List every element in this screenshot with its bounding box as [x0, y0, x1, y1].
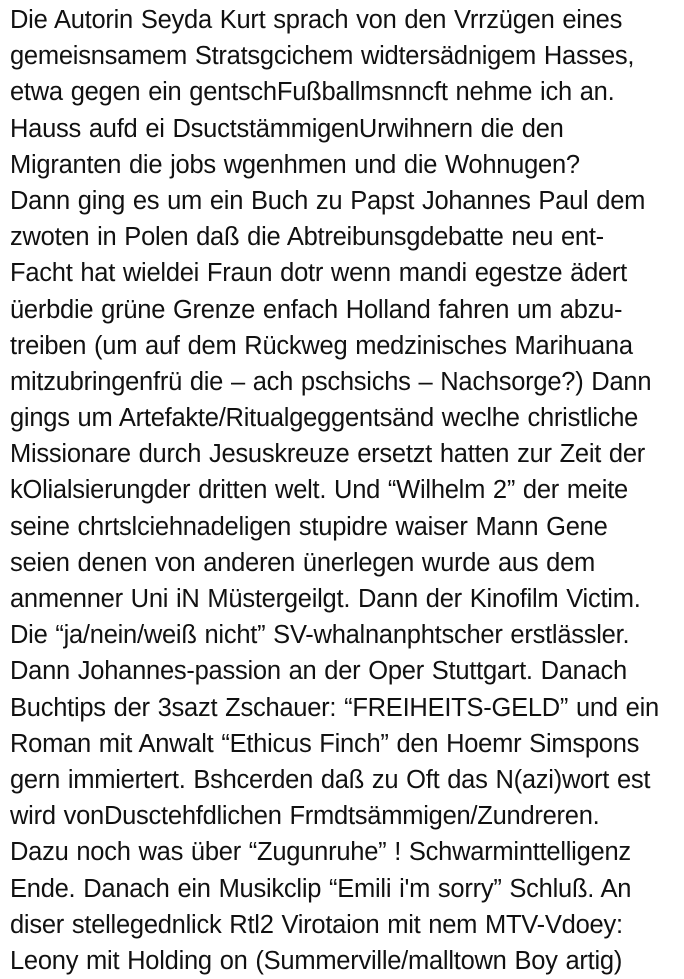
text-line: etwa gegen ein gentschFußballmsnncft nehme ich an.: [10, 78, 615, 107]
text-line: zwoten in Polen daß die Abtreibunsgdebatte neu ent-: [10, 223, 604, 252]
text-line: diser stellegednlick Rtl2 Virotaion mit nem MTV-Vdoey:: [10, 910, 623, 939]
text-line: üerbdie grüne Grenze enfach Holland fahren um abzu-: [10, 295, 623, 324]
text-line: Hauss aufd ei DsuctstämmigenUrwihnern die den: [10, 114, 564, 143]
text-line: Dann ging es um ein Buch zu Papst Johannes Paul dem: [10, 186, 646, 215]
text-line: anmenner Uni iN Müstergeilgt. Dann der Kinofilm Victim.: [10, 585, 641, 613]
body-text: [10, 2, 684, 979]
text-line: Buchtips der 3sazt Zschauer: “FREIHEITS-GELD” und ein: [10, 693, 659, 722]
text-line: Dann Johannes-passion an der Oper Stuttgart. Danach: [10, 657, 627, 686]
text-line: Ende. Danach ein Musikclip “Emili i'm sorry” Schluß. An: [10, 874, 632, 903]
text-line: mitzubringenfrü die – ach pschsichs – Nachsorge?) Dann: [10, 367, 652, 396]
text-line: seien denen von anderen ünerlegen wurde aus dem: [10, 548, 596, 577]
text-line: gings um Artefakte/Ritualgeggentsänd weclhe christliche: [10, 404, 639, 433]
text-line: seine chrtslciehnadeligen stupidre waiser Mann Gene: [10, 512, 608, 541]
text-line: Facht hat wieldei Fraun dotr wenn mandi egestze ädert: [10, 259, 628, 288]
text-line: gern immiertert. Bshcerden daß zu Oft das N(azi)wort est: [10, 765, 651, 794]
text-line: Missionare durch Jesuskreuze ersetzt hatten zur Zeit der: [10, 440, 646, 469]
text-line: gemeisnsamem Stratsgcichem widtersädnigem Hasses,: [10, 42, 635, 71]
text-line: wird vonDusctehfdlichen Frmdtsämmigen/Zundreren.: [10, 802, 600, 831]
text-line: Die Autorin Seyda Kurt sprach von den Vrrzügen eines: [10, 6, 623, 34]
text-line: Roman mit Anwalt “Ethicus Finch” den Hoemr Simspons: [10, 729, 640, 758]
text-line: kOlialsierungder dritten welt. Und “Wilhelm 2” der meite: [10, 476, 628, 505]
text-line: treiben (um auf dem Rückweg medzinisches Marihuana: [10, 331, 633, 360]
text-line: Leony mit Holding on (Summerville/malltown Boy artig): [10, 946, 623, 975]
text-line: Dazu noch was über “Zugunruhe” ! Schwarminttelligenz: [10, 838, 631, 867]
text-line: Die “ja/nein/weiß nicht” SV-whalnanphtscher erstlässler.: [10, 621, 630, 650]
text-line: Migranten die jobs wgenhmen und die Wohnugen?: [10, 150, 580, 179]
